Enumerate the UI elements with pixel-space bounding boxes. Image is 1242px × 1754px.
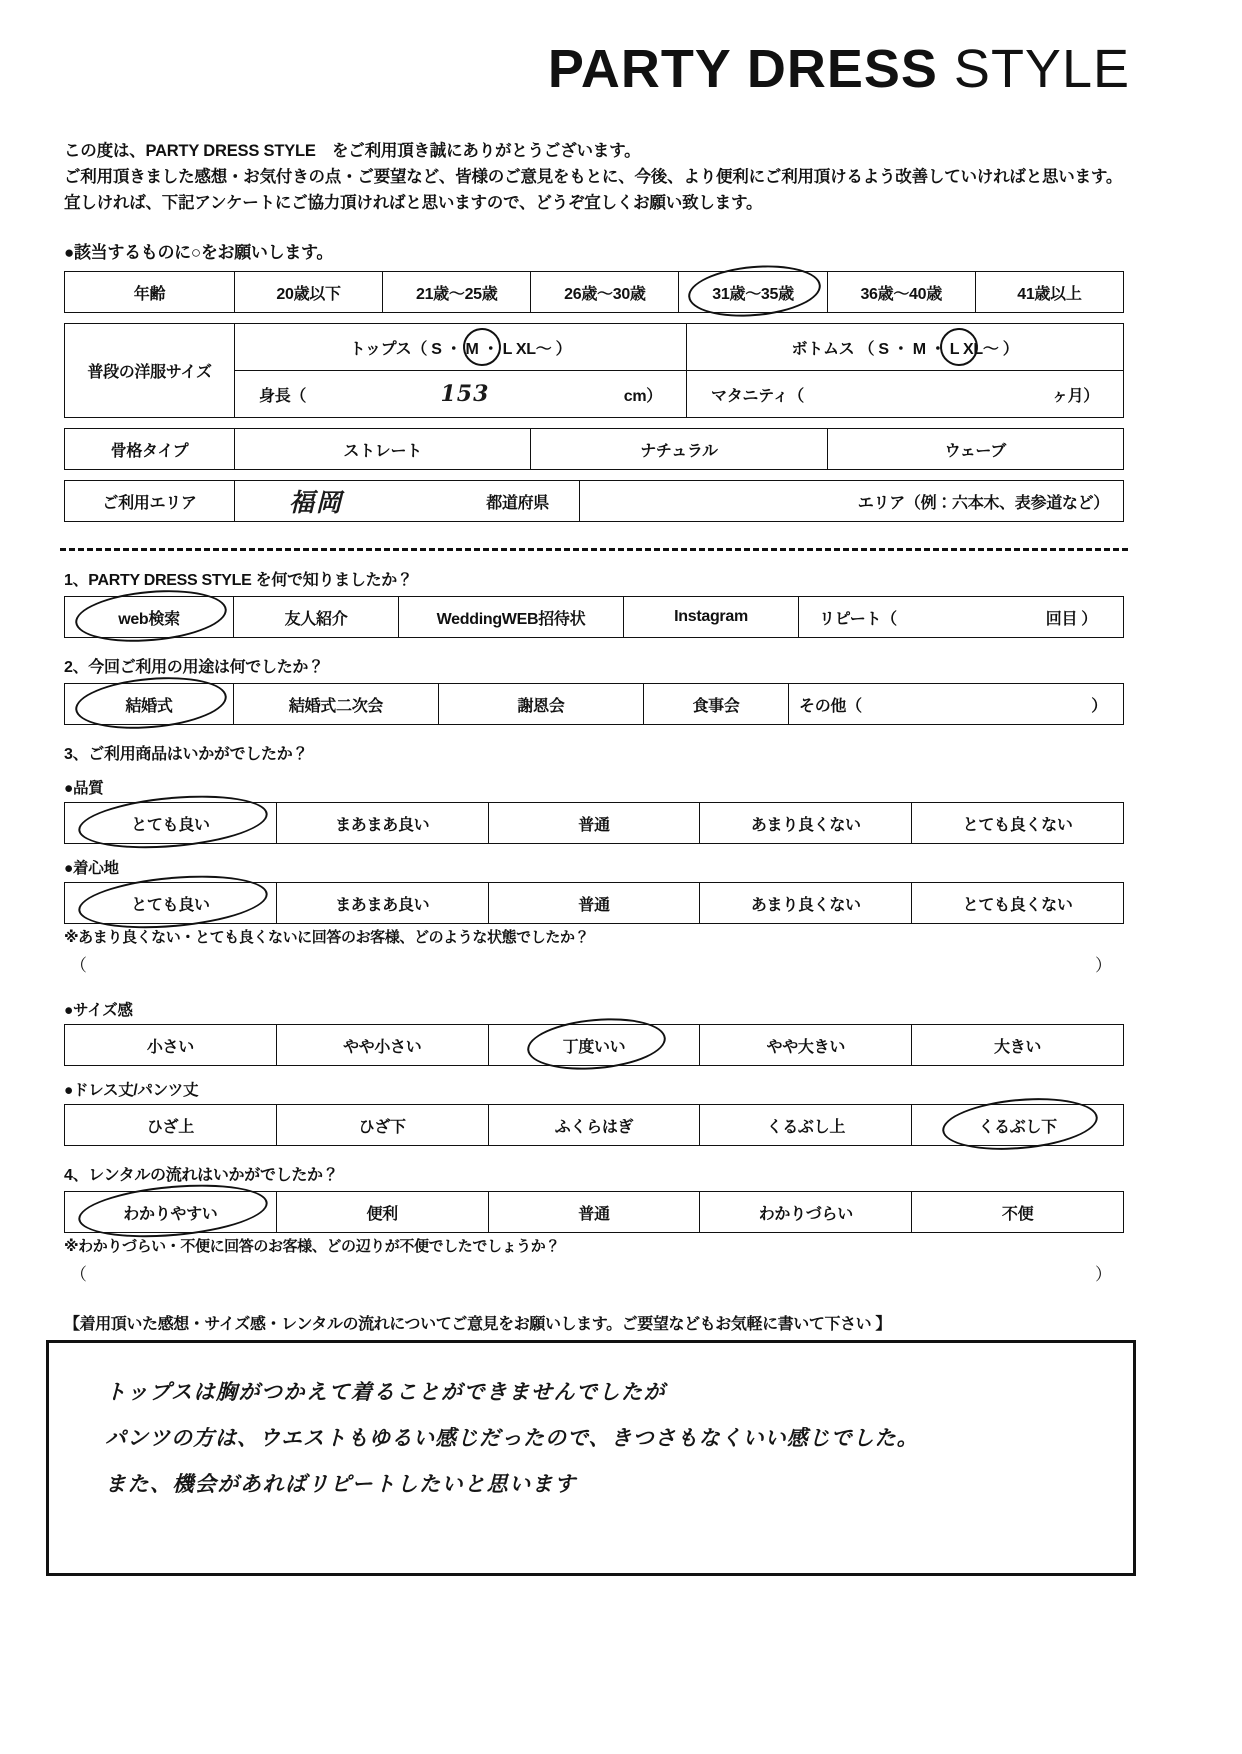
prefecture-cell[interactable] — [235, 481, 580, 522]
maternity-label: マタニティ（ — [711, 387, 804, 405]
age-label: 年齢 — [65, 272, 235, 313]
fit-option-small[interactable]: 小さい — [65, 1025, 277, 1066]
age-option-36-40[interactable]: 36歳～40歳 — [827, 272, 975, 313]
age-table — [64, 271, 1124, 313]
title-bold-part: PARTY DRESS — [547, 39, 938, 99]
table-row — [65, 597, 1124, 638]
tops-size-label: トップス（ S ・ M ・ L XL～ ） — [349, 340, 572, 358]
question-4-table — [64, 1191, 1124, 1233]
intro-line-2: ご利用頂きました感想・お気付きの点・ご要望など、皆様のご意見をもとに、今後、より便利にご利用頂けるよう改善していければと思います。 — [64, 168, 1123, 186]
quality-option-very-bad[interactable]: とても良くない — [912, 803, 1124, 844]
usage-area-label: ご利用エリア — [65, 481, 235, 522]
comfort-option-very-good-label: とても良い — [131, 896, 210, 914]
q4-option-convenient[interactable]: 便利 — [276, 1192, 488, 1233]
question-3-heading: 3、ご利用商品はいかがでしたか？ — [64, 746, 309, 763]
q1-option-friend[interactable]: 友人紹介 — [234, 597, 399, 638]
frame-option-straight[interactable]: ストレート — [235, 429, 531, 470]
bottoms-size-cell[interactable] — [687, 324, 1124, 371]
table-row — [65, 1192, 1124, 1233]
maternity-unit: ヶ月） — [1051, 387, 1099, 405]
q2-other-close: ） — [1091, 697, 1107, 715]
q1-option-web-search[interactable] — [65, 597, 234, 638]
comfort-option-very-good[interactable] — [65, 883, 277, 924]
free-comment-line-3: また、機会があればリピートしたいと思います — [105, 1472, 577, 1496]
q1-option-wedding-web[interactable]: WeddingWEB招待状 — [399, 597, 624, 638]
table-row — [65, 272, 1124, 313]
q4-followup-note: ※わかりづらい・不便に回答のお客様、どの辺りが不便でしたでしょうか？ — [64, 1238, 560, 1255]
comfort-followup-open: （ — [70, 956, 87, 975]
height-value: 153 — [440, 381, 490, 407]
intro-line-3: 宜しければ、下記アンケートにご協力頂ければと思いますので、どうぞ宜しくお願い致します。 — [64, 194, 763, 212]
comfort-table — [64, 882, 1124, 924]
table-row — [65, 481, 1124, 522]
intro-line-1: この度は、PARTY DRESS STYLE をご利用頂き誠にありがとうございます。 — [64, 142, 641, 160]
q4-option-easy-label: わかりやすい — [123, 1205, 218, 1223]
free-comment-line-1: トップスは胸がつかえて着ることができませんでしたが — [105, 1380, 667, 1404]
q4-followup-close: ） — [1095, 1265, 1112, 1284]
age-option-20under[interactable]: 20歳以下 — [235, 272, 383, 313]
section-divider — [60, 548, 1128, 551]
free-comment-line-2: パンツの方は、ウエストもゆるい感じだったので、きつさもなくいい感じでした。 — [105, 1426, 919, 1450]
frame-option-natural[interactable]: ナチュラル — [531, 429, 827, 470]
question-2-table — [64, 683, 1124, 725]
fit-option-slightly-large[interactable]: やや大きい — [700, 1025, 912, 1066]
q4-followup-open: （ — [70, 1265, 87, 1284]
comfort-option-fairly-good[interactable]: まあまあ良い — [276, 883, 488, 924]
table-row — [65, 1105, 1124, 1146]
height-cell[interactable] — [235, 371, 687, 418]
q1-repeat-unit: 回目 ） — [1045, 610, 1097, 628]
circle-instruction: ●該当するものに○をお願いします。 — [64, 243, 334, 262]
free-comment-box[interactable] — [46, 1340, 1136, 1576]
q2-option-dinner[interactable]: 食事会 — [644, 684, 789, 725]
title-light-part: STYLE — [953, 39, 1130, 99]
table-row — [65, 684, 1124, 725]
question-1-table — [64, 596, 1124, 638]
area-detail-cell[interactable] — [580, 481, 1124, 522]
question-1-heading: 1、PARTY DRESS STYLE を何で知りましたか？ — [64, 572, 413, 589]
q2-option-thanksgiving[interactable]: 謝恩会 — [439, 684, 644, 725]
comfort-followup-input[interactable] — [64, 951, 1124, 976]
q2-option-other[interactable] — [789, 684, 1124, 725]
quality-option-very-good[interactable] — [65, 803, 277, 844]
q1-option-instagram[interactable]: Instagram — [624, 597, 799, 638]
q2-option-after-party[interactable]: 結婚式二次会 — [234, 684, 439, 725]
age-option-26-30[interactable]: 26歳～30歳 — [531, 272, 679, 313]
fit-option-slightly-small[interactable]: やや小さい — [276, 1025, 488, 1066]
q1-repeat-label: リピート（ — [819, 610, 897, 628]
table-row — [65, 429, 1124, 470]
tops-size-cell[interactable] — [235, 324, 687, 371]
quality-option-very-good-label: とても良い — [131, 816, 210, 834]
question-2-heading: 2、今回ご利用の用途は何でしたか？ — [64, 659, 324, 676]
q4-followup-input[interactable] — [64, 1260, 1124, 1285]
comfort-followup-close: ） — [1095, 956, 1112, 975]
table-row — [65, 883, 1124, 924]
fit-option-just-right-label: 丁度いい — [562, 1038, 626, 1056]
comfort-followup-note: ※あまり良くない・とても良くないに回答のお客様、どのような状態でしたか？ — [64, 929, 590, 946]
bottoms-size-label: ボトムス （ S ・ M ・ L XL～ ） — [791, 340, 1019, 358]
q4-option-easy[interactable] — [65, 1192, 277, 1233]
fit-label: ●サイズ感 — [64, 1002, 133, 1019]
quality-option-not-very-good[interactable]: あまり良くない — [700, 803, 912, 844]
age-option-41over[interactable]: 41歳以上 — [975, 272, 1123, 313]
comfort-label: ●着心地 — [64, 860, 119, 877]
q1-option-web-search-label: web検索 — [118, 610, 180, 628]
free-comment-text — [49, 1343, 1133, 1507]
quality-label: ●品質 — [64, 780, 104, 797]
length-option-calf[interactable]: ふくらはぎ — [488, 1105, 700, 1146]
table-row — [65, 1025, 1124, 1066]
prefecture-value: 福岡 — [289, 488, 344, 517]
frame-option-wave[interactable]: ウェーブ — [827, 429, 1123, 470]
quality-option-normal[interactable]: 普通 — [488, 803, 700, 844]
comfort-option-not-very-good[interactable]: あまり良くない — [700, 883, 912, 924]
height-unit: cm） — [623, 387, 662, 405]
q1-option-repeat[interactable] — [799, 597, 1124, 638]
age-option-31-35[interactable] — [679, 272, 827, 313]
length-option-above-ankle[interactable]: くるぶし上 — [700, 1105, 912, 1146]
q2-option-wedding[interactable] — [65, 684, 234, 725]
maternity-cell[interactable] — [687, 371, 1124, 418]
clothing-size-label: 普段の洋服サイズ — [65, 324, 235, 418]
length-option-above-knee[interactable]: ひざ上 — [65, 1105, 277, 1146]
length-option-below-ankle-label: くるぶし下 — [978, 1118, 1057, 1136]
q2-other-label: その他（ — [799, 697, 862, 715]
comfort-option-very-bad[interactable]: とても良くない — [912, 883, 1124, 924]
fit-option-just-right[interactable] — [488, 1025, 700, 1066]
length-option-below-ankle[interactable] — [912, 1105, 1124, 1146]
table-row — [65, 324, 1124, 371]
quality-option-fairly-good[interactable]: まあまあ良い — [276, 803, 488, 844]
quality-table — [64, 802, 1124, 844]
page-title — [547, 39, 1130, 99]
comfort-option-normal[interactable]: 普通 — [488, 883, 700, 924]
table-row — [65, 803, 1124, 844]
area-detail-hint: エリア（例：六本木、表参道など） — [857, 494, 1109, 512]
question-4-heading: 4、レンタルの流れはいかがでしたか？ — [64, 1167, 339, 1184]
frame-type-table — [64, 428, 1124, 470]
fit-table — [64, 1024, 1124, 1066]
usage-area-table — [64, 480, 1124, 522]
free-comment-heading: 【着用頂いた感想・サイズ感・レンタルの流れについてご意見をお願いします。ご要望などもお気軽に書いて下さい 】 — [64, 1316, 891, 1333]
q4-option-normal[interactable]: 普通 — [488, 1192, 700, 1233]
q2-option-wedding-label: 結婚式 — [125, 697, 173, 715]
document-header — [0, 0, 1242, 99]
age-option-31-35-label: 31歳～35歳 — [712, 285, 794, 303]
prefecture-suffix: 都道府県 — [486, 494, 549, 512]
age-option-21-25[interactable]: 21歳～25歳 — [383, 272, 531, 313]
length-option-below-knee[interactable]: ひざ下 — [276, 1105, 488, 1146]
clothing-size-table — [64, 323, 1124, 418]
frame-type-label: 骨格タイプ — [65, 429, 235, 470]
length-table — [64, 1104, 1124, 1146]
intro-paragraph — [64, 138, 1124, 216]
fit-option-large[interactable]: 大きい — [912, 1025, 1124, 1066]
length-label: ●ドレス丈/パンツ丈 — [64, 1082, 199, 1099]
height-label: 身長（ — [259, 387, 307, 405]
q4-option-inconvenient[interactable]: 不便 — [912, 1192, 1124, 1233]
q4-option-hard[interactable]: わかりづらい — [700, 1192, 912, 1233]
